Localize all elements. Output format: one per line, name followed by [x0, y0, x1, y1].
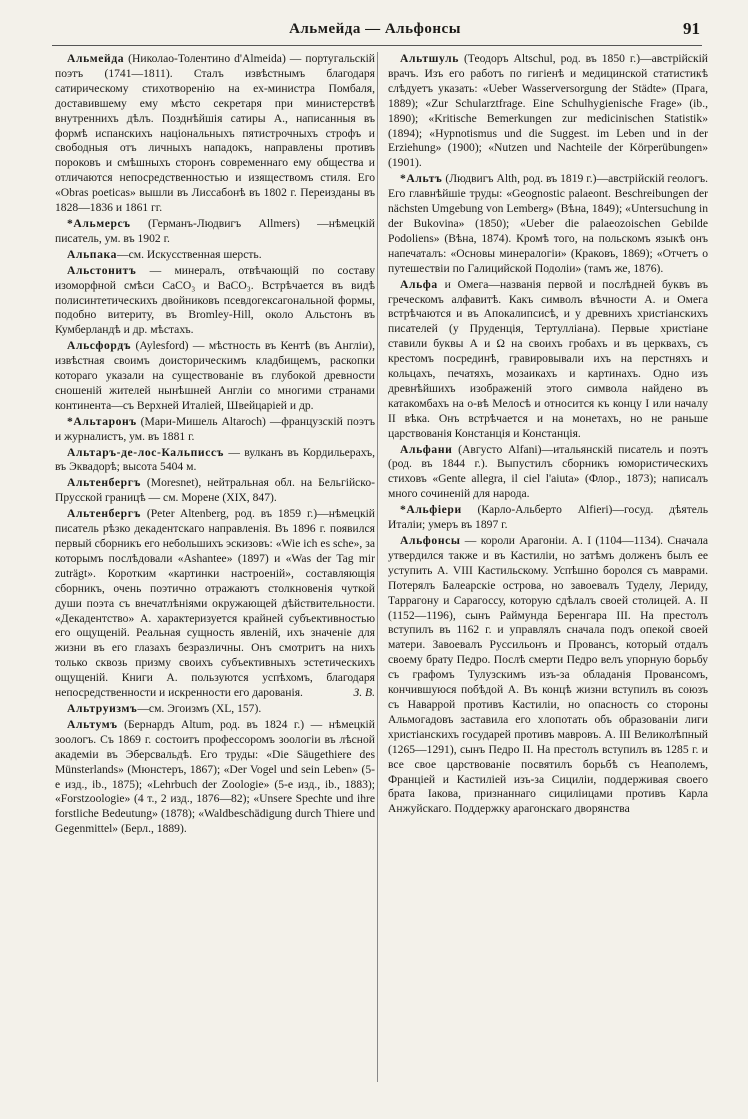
entry-text: (Мари-Мишель Altaroch) —французскій поэтъ и журналистъ, ум. въ 1881 г.	[55, 414, 375, 443]
entry-headword: Альстонитъ	[67, 263, 137, 277]
entry	[388, 534, 708, 817]
entry-headword: *Альфіери	[400, 503, 462, 517]
entry-text: — минералъ, отвѣчающій по составу изоморфной смѣси CaCO₃ и BaCO₃. Встрѣчается въ видѣ полисинтетическихъ двойниковъ псевдогексагональной формы, подобно витериту, въ Bromley-Hill, около Альстонъ въ Кумберландѣ и др. мѣстахъ.	[55, 263, 375, 337]
entry-text: (Николао-Толентино d'Almeida) — португальскій поэтъ (1741—1811). Сталъ извѣстнымъ благодаря сатирическому стихотворенію на ех-министра Помбаля, доставившему ему мѣсто секретаря при министерствѣ внутреннихъ дѣлъ. Позднѣйшія сатиры А., написанныя въ формѣ испанскихъ національныхъ пятистрочныхъ строфъ и свободныя отъ личныхъ нападокъ, направлены противъ пороковъ и смѣшныхъ сторонъ современнаго ему общества и отличаются непосредственностью и изяществомъ стиля. Его «Obras poeticas» вышли въ Лиссабонѣ въ 1802 г. Переизданы въ 1828—1836 и 1861 гг.	[55, 52, 375, 215]
entry-headword: Альтенбергъ	[67, 476, 141, 490]
author-signature: З. В.	[353, 686, 375, 700]
entry	[388, 443, 708, 503]
entry-headword: Альтумъ	[67, 717, 118, 731]
entry	[55, 507, 375, 701]
entry-text: (Германъ-Людвигъ Allmers) —нѣмецкій писатель, ум. въ 1902 г.	[55, 216, 375, 245]
entry-headword: Альтшуль	[400, 52, 459, 65]
entry-text: —см. Искусственная шерсть.	[117, 247, 262, 261]
entry	[55, 446, 375, 476]
entry-headword: Альтруизмъ	[67, 701, 138, 715]
entry-headword: Альмейда	[67, 52, 125, 65]
right-column	[388, 52, 708, 818]
entry-text: и Омега—названія первой и послѣдней буквъ въ греческомъ алфавитѣ. Какъ символъ вѣчности А. и Омега встрѣчаются и въ Апокалипсисѣ, и у древнихъ христіанскихъ писателей (у Пруденція, Тертулліана). Первые христіане ставили буквы А и Ω на своихъ гробахъ и въ церквахъ, съ крестомъ посрединѣ, гравировывали ихъ на перстняхъ и кольцахъ, печатяхъ, мозаикахъ и картинахъ. Одно изъ древнѣйшихъ изображеній этого символа найдено въ катакомбахъ на о-вѣ Мелосѣ и относится къ концу I или началу II вѣка. Онъ встрѣчается и на монетахъ, но не раньше царствованія Констанція и Констанція.	[388, 277, 708, 440]
entry	[55, 702, 375, 717]
entry-text: —см. Эгоизмъ (XL, 157).	[137, 701, 262, 715]
running-title: Альмейда — Альфонсы	[289, 21, 461, 37]
entry-headword: *Альмерсъ	[67, 216, 131, 230]
entry	[388, 278, 708, 442]
entry-headword: Альпака	[67, 247, 117, 261]
entry-text: (Теодоръ Altschul, род. въ 1850 г.)—австрійскій врачъ. Изъ его работъ по гигіенѣ и медицинской статистикѣ слѣдуетъ указать: «Ueber Wasserversorgung der Städte» (Прага, 1889); «Zur Schularztfrage. Eine Schulhygienische Frage» (ib., 1890); «Kritische Bemerkungen zur medicinischen Statistik» (1894); «Hypnotismus und die Suggest. im Leben und in der Erziehung» (1900); «Nutzen und Nachteile der Körperübungen» (1901).	[388, 52, 708, 170]
page-header	[50, 17, 700, 45]
entry-text: — короли Арагоніи. А. I (1104—1134). Сначала утвердился также и въ Кастиліи, но затѣмъ долженъ былъ ее уступить А. VIII Кастильскому. Успѣшно боролся съ маврами. Потерялъ Балеарскіе острова, но завоевалъ Туделу, Лериду, Таррагону и Сарагоссу, которую сдѣлалъ своей столицей. А. II (1152—1196), сынъ Раймунда Беренгара III. На престолъ вступилъ въ 1162 г. и управлялъ сначала подъ опекой своей матери. Завоевалъ Руссильонъ и Провансъ, который отдалъ своему брату Педро. Послѣ смерти Педро велъ упорную борьбу съ графомъ Тулузскимъ изъ-за обладанія Провансомъ, кончившуюся побѣдой А. Въ концѣ жизни вступилъ въ союзъ съ Наваррой противъ Кастиліи, но опасность со стороны Альмогадовъ заставила его хлопотать объ образованіи лиги христіанскихъ государей противъ мавровъ. А. III Великолѣпный (1265—1291), сынъ Педро II. На престолъ вступилъ въ 1285 г. и все свое царствованіе посвятилъ борьбѣ съ Неаполемъ, Франціей и Кастиліей изъ-за Сициліи, поддерживая своего брата Іакова, признаннаго сициліицами противъ Карла Анжуйскаго. Поддержку арагонскаго дворянства	[388, 534, 708, 816]
entry	[55, 248, 375, 263]
page-number: 91	[683, 19, 700, 38]
column-divider	[377, 52, 378, 1082]
entry	[55, 264, 375, 339]
entry	[388, 172, 708, 276]
entry-text: (Бернардъ Altum, род. въ 1824 г.) — нѣмецкій зоологъ. Съ 1869 г. состоитъ профессоромъ зоологіи въ лѣсной академіи въ Эберсвальдѣ. Его труды: «Die Säugethiere des Münsterlands» (Мюнстеръ, 1867); «Der Vogel und sein Leben» (5-е изд., ib., 1875); «Lehrbuch der Zoologie» (5-е изд., ib., 1883); «Forstzoologie» (4 т., 2 изд., 1876—82); «Unsere Spechte und ihre forstliche Bedeutung» (1878); «Waldbeschädigung durch Thiere und Gegenmittel» (Берл., 1889).	[55, 717, 375, 836]
entry-headword: Альфа	[400, 277, 438, 291]
entry-text: (Карло-Альберто Alfieri)—госуд. дѣятель Италіи; умеръ въ 1897 г.	[388, 503, 708, 532]
entry	[55, 52, 375, 216]
entry-text: (Peter Altenberg, род. въ 1859 г.)—нѣмецкій писатель рѣзко декадентскаго направленія. Въ 1896 г. появился первый сборникъ его небольшихъ эскизовъ: «Wie ich es sche», за которымъ послѣдовали «Ashantee» (1897) и «Was der Tag mir zuträgt». Коротким «картинки настроеній», составляющія сборникъ, очень поэтично отражаютъ столкновенія чуткой души поэта съ внечатлѣніями окружающей дѣйствительности. «Декадентство» А. характеризуется крайней субъективностью его ощущеній. Реальная сущность явленій, ихъ значеніе для жизни въ его глазахъ безразличны. Онъ смотритъ на нихъ только сквозь призму своихъ субъективныхъ эстетическихъ ощущеній. Книги А. пользуются успѣхомъ, благодаря непосредственности и искренности его дарованія.	[55, 507, 375, 700]
header-rule	[52, 45, 702, 46]
entry	[388, 503, 708, 533]
entry-text: (Людвигъ Alth, род. въ 1819 г.)—австрійскій геологъ. Его главнѣйшіе труды: «Geognostic palaeont. Beschreibungen der nächsten Umgebung von Lemberg» (Вѣна, 1849); «Untersuchung in der Bukovina» (1850); «Ueber die palaeozoischen Gebilde Podoliens» (Вѣна, 1874). Кромѣ того, на польскомъ языкѣ онъ напечаталъ: «Основы минералогіи» (Краковъ, 1869); «Отчетъ о путешествіи по Галицийской Подоліи» (тамъ же, 1876).	[388, 172, 708, 275]
entry-headword: Альсфордъ	[67, 339, 132, 353]
entry	[55, 339, 375, 414]
entry-text: (Августо Alfani)—итальянскій писатель и поэтъ (род. въ 1844 г.). Выпустилъ сборникъ юмористическихъ стиховъ «Gente allegra, il ciel l'aiuta» (Флор., 1873); написалъ много сочиненій для народа.	[388, 442, 708, 501]
entry	[55, 718, 375, 837]
entry-headword: Альфани	[400, 442, 453, 456]
entry-text: (Moresnet), нейтральная обл. на Бельгійско-Прусской границѣ — см. Морене (XIX, 847).	[55, 476, 375, 505]
entry-headword: Альфонсы	[400, 534, 461, 547]
entry-headword: Альтенбергъ	[67, 507, 141, 521]
entry	[55, 476, 375, 506]
entry	[388, 52, 708, 171]
entry	[55, 217, 375, 247]
entry-text: — вулканъ въ Кордильерахъ, въ Эквадорѣ; высота 5404 м.	[55, 445, 375, 474]
entry-headword: *Альтаронъ	[67, 414, 137, 428]
entry-headword: Альтаръ-де-лос-Кальписсъ	[67, 445, 225, 459]
left-column	[55, 52, 375, 838]
entry-text: (Aylesford) — мѣстность въ Кентѣ (въ Англіи), извѣстная своимъ доисторическимъ кладбищемъ, раскопки котораго указали на существованіе въ глубокой древности сношеній жителей нынѣшней Англіи со многими странами континента—съ Верхней Италіей, Швейцаріей и др.	[55, 339, 375, 412]
entry-headword: *Альтъ	[400, 172, 443, 186]
entry	[55, 415, 375, 445]
